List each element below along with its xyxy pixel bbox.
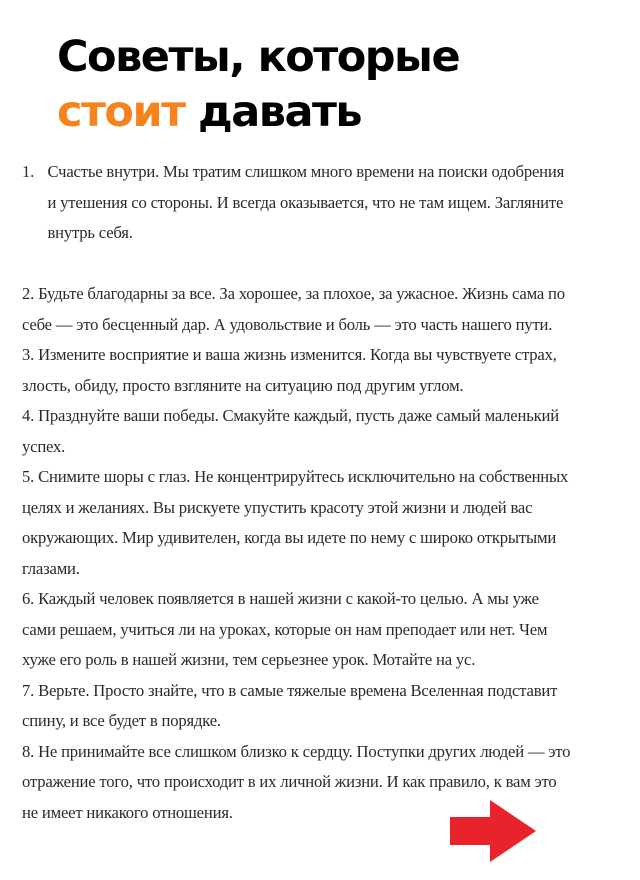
right-arrow-icon [450,800,536,862]
advice-item-6: 6. Каждый человек появляется в нашей жизни с какой-то целью. А мы уже сами решаем, учиться ли на уроках, которые он нам преподает или нет. Чем хуже его роль в нашей жизни, тем серьезнее урок. Мотайте на ус. [22,589,548,669]
advice-item-5: 5. Снимите шоры с глаз. Не концентрируйтесь исключительно на собственных целях и желаниях. Вы рискуете упустить красоту этой жизни и людей вас окружающих. Мир удивителен, когда вы идете по нему с широко открытыми глазами. [22,467,569,578]
title-accent-word: стоит [57,87,185,137]
advice-item-7: 7. Верьте. Просто знайте, что в самые тяжелые времена Вселенная подставит спину, и все будет в порядке. [22,680,558,730]
advice-item-1-number: 1. [22,162,35,181]
advice-item-3: 3. Измените восприятие и ваша жизнь изменится. Когда вы чувствуете страх, злость, обиду, просто взгляните на ситуацию под другим углом. [22,345,557,395]
next-page-button[interactable] [450,800,536,862]
page-title [57,30,459,140]
advice-item-4: 4. Празднуйте ваши победы. Смакуйте каждый, пусть даже самый маленький успех. [22,406,559,456]
title-line-1: Советы, которые [57,32,460,82]
right-arrow-shape [450,800,536,862]
advice-item-8: 8. Не принимайте все слишком близко к сердцу. Поступки других людей — это отражение того, что происходит в их личной жизни. И как правило, к вам это не имеет никакого отношения. [22,741,571,822]
advice-item-1 [22,157,576,249]
title-line-2 [57,85,459,140]
advice-item-2: 2. Будьте благодарны за все. За хорошее, за плохое, за ужасное. Жизнь сама по себе — это бесценный дар. А удовольствие и боль — это часть нашего пути. [22,284,565,334]
advice-list [22,157,576,828]
title-line-2-rest: давать [184,87,362,137]
advice-item-1-text: Счастье внутри. Мы тратим слишком много времени на поиски одобрения и утешения со стороны. И всегда оказывается, что не там ищем. Загляните внутрь себя. [47,162,565,242]
